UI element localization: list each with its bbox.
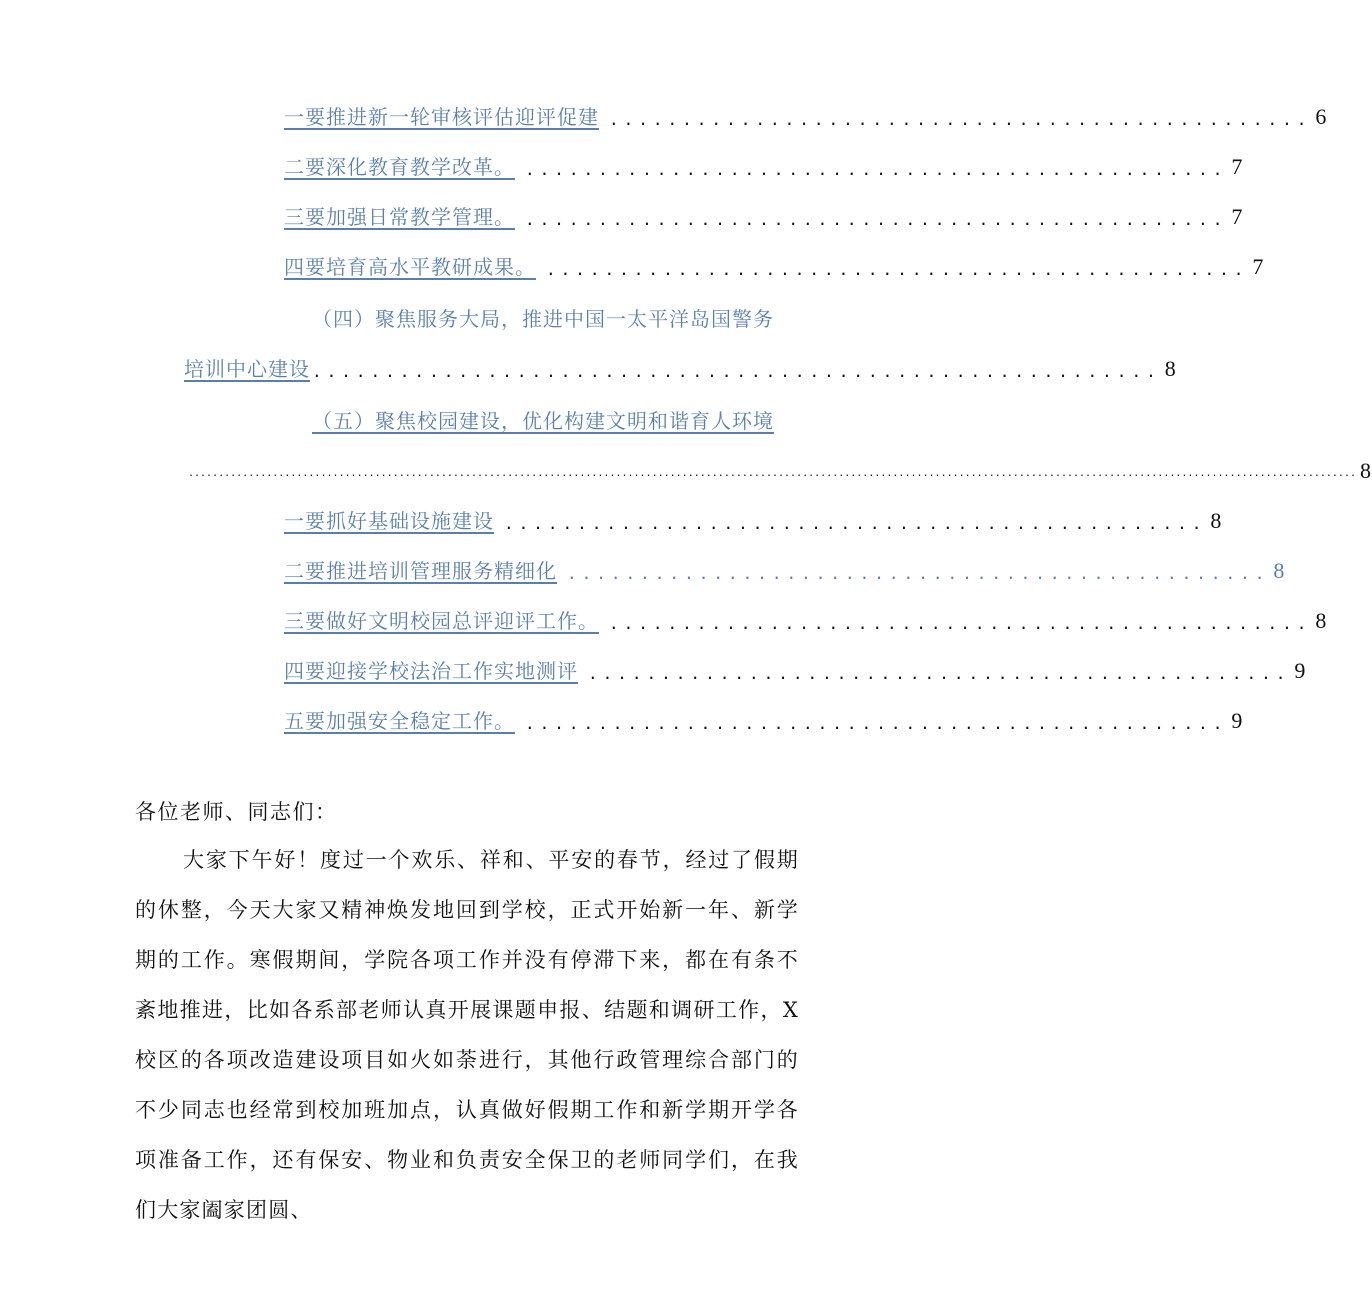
toc-page-number: 7 (1231, 204, 1244, 229)
toc-entry-title[interactable]: 三要加强日常教学管理。 (284, 205, 515, 229)
toc-leader-dots: ................................................ (546, 260, 1249, 279)
toc-entry[interactable] (284, 246, 1265, 280)
salutation: 各位老师、同志们： (135, 800, 338, 824)
toc-entry-title[interactable]: 一要抓好基础设施建设 (284, 509, 494, 533)
toc-leader-dots: ................................................ (609, 614, 1312, 633)
toc-entry[interactable] (188, 450, 1372, 484)
toc-leader-dots: ................................................ (567, 564, 1270, 583)
toc-entry[interactable] (284, 96, 1328, 130)
toc-entry-title[interactable]: 四要培育高水平教研成果。 (284, 255, 536, 279)
toc-entry-title[interactable]: 一要推进新一轮审核评估迎评促建 (284, 105, 599, 129)
toc-page-number: 8 (1273, 558, 1286, 583)
toc-section-heading[interactable] (312, 400, 802, 434)
toc-entry-title[interactable]: 三要做好文明校园总评迎评工作。 (284, 609, 599, 633)
toc-entry-title[interactable]: （五）聚焦校园建设，优化构建文明和谐育人环境 (312, 409, 774, 433)
toc-leader-dots: ................................................ (525, 714, 1228, 733)
toc-leader-dots: ................................................ (609, 110, 1312, 129)
toc-leader-dots: ................................................ (504, 514, 1207, 533)
toc-section-heading[interactable] (312, 298, 802, 332)
toc-leader-dots: .......................................................... (312, 362, 1161, 381)
toc-entry-title-continued[interactable]: 培训中心建设 (184, 357, 310, 381)
toc-entry[interactable] (284, 550, 1286, 584)
toc-leader-dots: ................................................ (525, 160, 1228, 179)
toc-entry-title[interactable]: 五要加强安全稳定工作。 (284, 709, 515, 733)
toc-page-number: 9 (1294, 658, 1307, 683)
toc-page-number: 7 (1231, 154, 1244, 179)
toc-entry-title[interactable]: 二要推进培训管理服务精细化 (284, 559, 557, 583)
toc-page-number: 8 (1164, 356, 1177, 381)
toc-entry[interactable] (284, 146, 1244, 180)
body-paragraph: 大家下午好！度过一个欢乐、祥和、平安的春节，经过了假期的休整，今天大家又精神焕发地回到学校，正式开始新一年、新学期的工作。寒假期间，学院各项工作并没有停滞下来，都在有条不紊地推进，比如各系部老师认真开展课题申报、结题和调研工作，X校区的各项改造建设项目如火如荼进行，其他行政管理综合部门的不少同志也经常到校加班加点，认真做好假期工作和新学期开学各项准备工作，还有保安、物业和负责安全保卫的老师同学们，在我们大家阖家团圆、 (135, 848, 799, 1222)
toc-page-number: 6 (1315, 104, 1328, 129)
toc-entry[interactable] (184, 348, 1177, 382)
toc-entry[interactable] (284, 196, 1244, 230)
toc-page-number: 8 (1359, 458, 1372, 483)
toc-entry-title[interactable]: 二要深化教育教学改革。 (284, 155, 515, 179)
toc-entry[interactable] (284, 700, 1244, 734)
toc-leader-dots: .................................................................................................................................................................................................. (188, 468, 1356, 479)
toc-entry[interactable] (284, 600, 1328, 634)
toc-page-number: 7 (1252, 254, 1265, 279)
toc-page-number: 8 (1315, 608, 1328, 633)
toc-entry[interactable] (284, 500, 1223, 534)
toc-page-number: 9 (1231, 708, 1244, 733)
toc-leader-dots: ................................................ (525, 210, 1228, 229)
toc-entry[interactable] (284, 650, 1307, 684)
toc-entry-title[interactable]: （四）聚焦服务大局，推进中国一太平洋岛国警务 (312, 307, 774, 331)
toc-leader-dots: ................................................ (588, 664, 1291, 683)
toc-page-number: 8 (1210, 508, 1223, 533)
toc-entry-title[interactable]: 四要迎接学校法治工作实地测评 (284, 659, 578, 683)
